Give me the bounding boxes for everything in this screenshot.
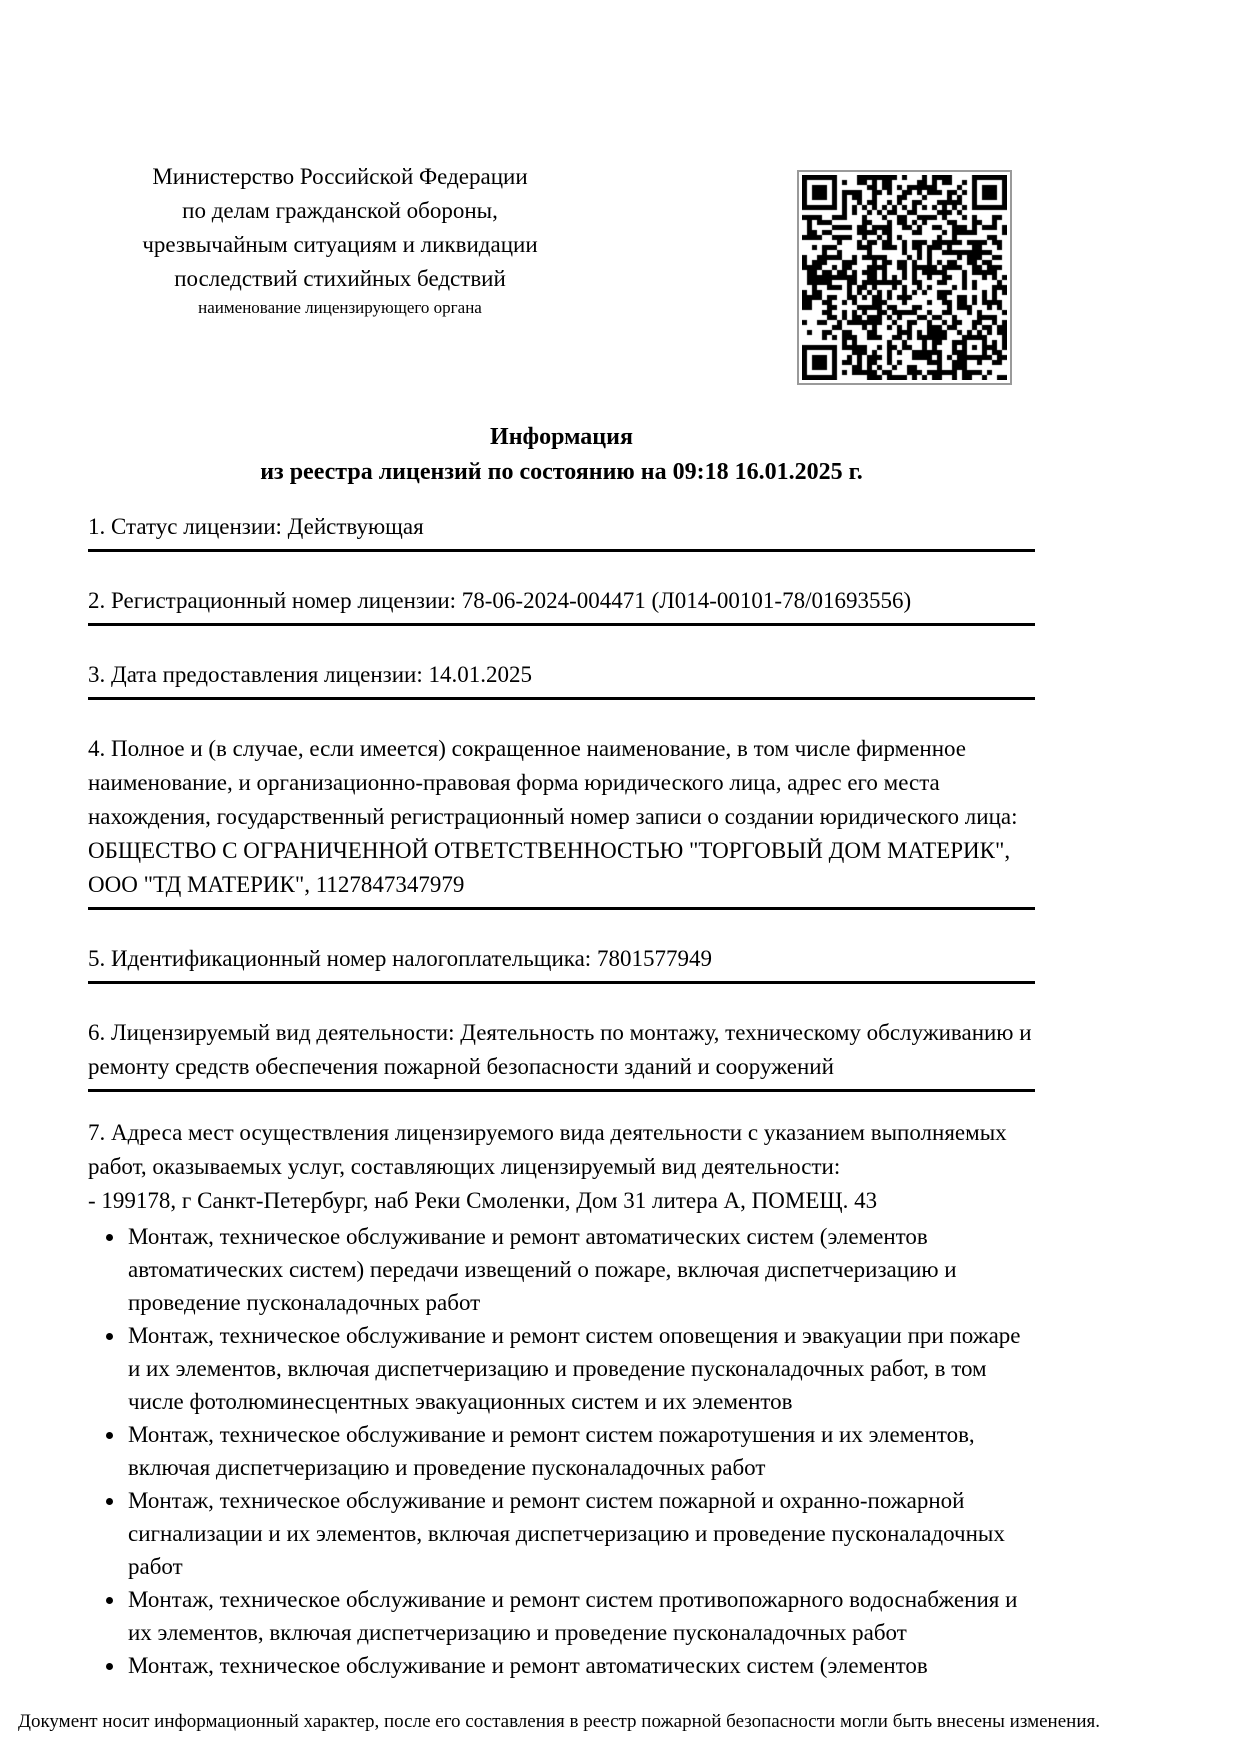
document-title-line1: Информация — [490, 424, 633, 450]
document-title — [88, 420, 1035, 490]
section-addresses — [88, 1116, 1035, 1682]
licensing-authority-block — [88, 160, 592, 319]
works-list-item: • Монтаж, техническое обслуживание и ремонт автоматических систем (элементов — [126, 1649, 1035, 1682]
ministry-line: последствий стихийных бедствий — [174, 266, 506, 291]
field-license-status: 1. Статус лицензии: Действующая — [88, 510, 1035, 552]
field-licensed-activity: 6. Лицензируемый вид деятельности: Деятельность по монтажу, техническому обслуживанию и ремонту средств обеспечения пожарной безопасности зданий и сооружений — [88, 1016, 1035, 1092]
ministry-line: чрезвычайным ситуациям и ликвидации — [142, 232, 538, 257]
works-list-item: • Монтаж, техническое обслуживание и ремонт систем пожаротушения и их элементов, включая диспетчеризацию и проведение пусконаладочных работ — [126, 1418, 1035, 1484]
works-list-item: • Монтаж, техническое обслуживание и ремонт автоматических систем (элементов автоматических систем) передачи извещений о пожаре, включая диспетчеризацию и проведение пусконаладочных работ — [126, 1220, 1035, 1319]
qr-code — [802, 175, 1007, 380]
field-grant-date: 3. Дата предоставления лицензии: 14.01.2025 — [88, 658, 1035, 700]
works-list-item: • Монтаж, техническое обслуживание и ремонт систем противопожарного водоснабжения и их элементов, включая диспетчеризацию и проведение пусконаладочных работ — [126, 1583, 1035, 1649]
qr-code-frame — [797, 170, 1012, 385]
document-body — [88, 510, 1035, 1682]
document-header — [0, 0, 1241, 390]
works-list-item: • Монтаж, техническое обслуживание и ремонт систем пожарной и охранно-пожарной сигнализации и их элементов, включая диспетчеризацию и проведение пусконаладочных работ — [126, 1484, 1035, 1583]
addresses-intro: 7. Адреса мест осуществления лицензируемого вида деятельности с указанием выполняемых работ, оказываемых услуг, составляющих лицензируемый вид деятельности: — [88, 1120, 1007, 1179]
ministry-line: по делам гражданской обороны, — [182, 198, 498, 223]
works-list-item: • Монтаж, техническое обслуживание и ремонт систем оповещения и эвакуации при пожаре и их элементов, включая диспетчеризацию и проведение пусконаладочных работ, в том числе фотолюминесцентных эвакуационных систем и их элементов — [126, 1319, 1035, 1418]
ministry-line: Министерство Российской Федерации — [152, 164, 528, 189]
footer-disclaimer: Документ носит информационный характер, после его составления в реестр пожарной безопасности могли быть внесены изменения. — [18, 1711, 1100, 1732]
licensing-authority-caption: наименование лицензирующего органа — [198, 298, 482, 317]
address-line: - 199178, г Санкт-Петербург, наб Реки Смоленки, Дом 31 литера А, ПОМЕЩ. 43 — [88, 1188, 878, 1213]
field-legal-name: 4. Полное и (в случае, если имеется) сокращенное наименование, в том числе фирменное наименование, и организационно-правовая форма юридического лица, адрес его места нахождения, государственный регистрационный номер записи о создании юридического лица: ОБЩЕСТВО С ОГРАНИЧЕННОЙ ОТВЕТСТВЕННОСТЬЮ "ТОРГОВЫЙ ДОМ МАТЕРИК", ООО "ТД МАТЕРИК", 1127847347979 — [88, 732, 1035, 910]
works-list — [88, 1220, 1035, 1682]
field-registration-number: 2. Регистрационный номер лицензии: 78-06-2024-004471 (Л014-00101-78/01693556) — [88, 584, 1035, 626]
field-taxpayer-number: 5. Идентификационный номер налогоплательщика: 7801577949 — [88, 942, 1035, 984]
document-title-line2: из реестра лицензий по состоянию на 09:18 16.01.2025 г. — [260, 459, 863, 485]
